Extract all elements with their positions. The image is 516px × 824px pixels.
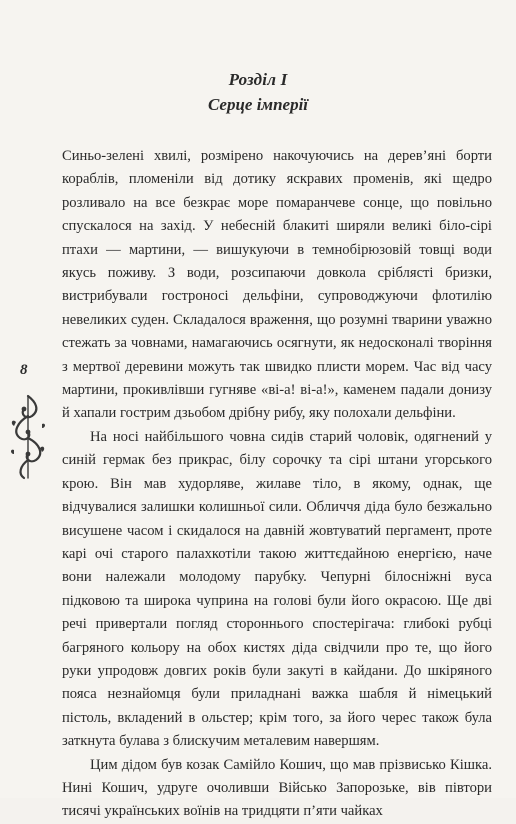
paragraph-1: Синьо-зелені хвилі, розмірено накочуючись на дерев’яні борти кораблів, пломеніли від дотику яскравих променів, які щедро розливало на все безкрає море помаранчеве сонце, що повільно спускалося на захід. У небесній блакиті ширяли великі біло-сірі птахи — мартини, — вишукуючи в темнобірюзовій товщі води якусь поживу. З води, розсипаючи довкола сріблясті бризки, вистрибували гостроносі дельфіни, супроводжуючи флотилію невеликих суден. Складалося враження, що розумні тварини уважно стежать за човнами, намагаючись осягнути, як недосконалі творіння з мертвої деревини можуть так швидко плисти морем. Час від часу мартини, прокивлівши гугняве «ві-а! ві-а!», каменем падали донизу й хапали гострим дзьобом дрібну рибу, яку полохали дельфіни. bbox=[62, 148, 492, 422]
baroque-scroll-ornament-icon bbox=[6, 392, 50, 482]
page-number: 8 bbox=[20, 362, 28, 378]
body-text bbox=[62, 145, 492, 824]
paragraph-2: На носі найбільшого човна сидів старий чоловік, одягнений у синій гермак без прикрас, білу сорочку та сірі штани угорського крою. Він мав худорляве, жилаве тіло, в якому, однак, ще відчувалися залишки колишньої сили. Обличчя діда було безжально висушене часом і скидалося на давній жовтуватий пергамент, проте карі очі старого палахкотіли такою життєдайною енергією, наче вони належали молодому парубку. Чепурні білосніжні вуса підковою та широка чуприна на голові були його окрасою. Ще дві речі привертали погляд стороннього спостерігача: глибокі рубці багряного кольору на обох кистях діда свідчили про те, що його руки упродовж довгих років були закуті в кайдани. До шкіряного пояса незнайомця були приладнані важка шабля й німецький пістоль, вкладений в ольстер; крім того, за його черес також була заткнута булава з блискучим металевим навершям. bbox=[62, 428, 492, 750]
chapter-label: Розділ I bbox=[228, 70, 288, 89]
paragraph-3: Цим дідом був козак Самійло Кошич, що мав прізвисько Кішка. Нині Кошич, удруге очоливши Військо Запорозьке, вів півтори тисячі українських воїнів на тридцяти п’яти чайках bbox=[62, 756, 492, 820]
chapter-title: Серце імперії bbox=[207, 95, 309, 114]
